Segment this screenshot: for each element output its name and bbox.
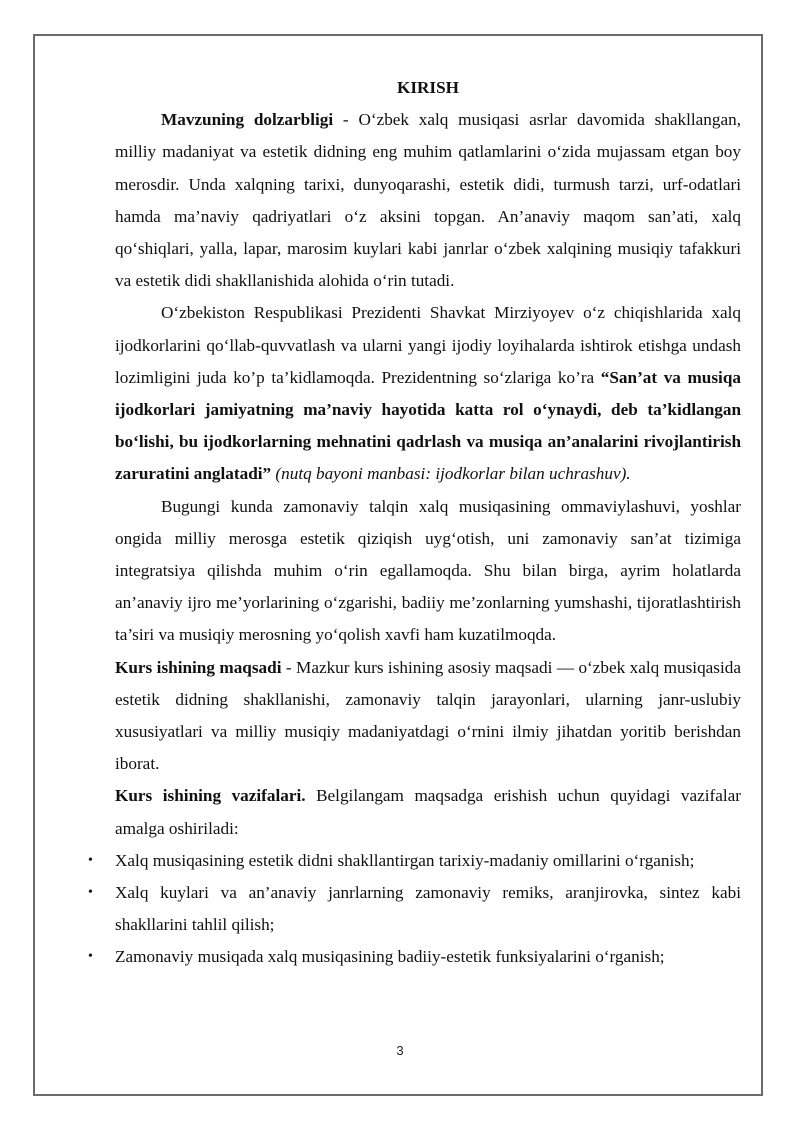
bullet-icon: • [88,852,93,868]
list-item [88,845,741,877]
page-number: 3 [396,1043,404,1058]
paragraph-modern-interpretation: Bugungi kunda zamonaviy talqin xalq musiqasining ommaviylashuvi, yoshlar ongida milliy merosga estetik qiziqish uyg‘otish, uni zamonaviy san’at tizimiga integratsiya qilishda muhim o‘rin egallamoqda. Shu bilan birga, ayrim holatlarda an’anaviy ijro me’yorlarining o‘zgarishi, badiiy me’zonlarning yumshashi, tijoratlashtirish ta’siri va musiqiy merosning yo‘qolish xavfi ham kuzatilmoqda. [115,496,741,645]
tasks-text: Belgilangam maqsadga erishish uchun quyidagi vazifalar amalga oshiriladi: [115,786,741,838]
bullet-icon: • [88,949,93,965]
tasks-heading: Kurs ishining vazifalari. [115,786,306,806]
bullet-icon: • [88,885,93,901]
quote-source: (nutq bayoni manbasi: ijodkorlar bilan uchrashuv). [271,464,631,484]
section-title: KIRISH [396,78,460,97]
list-item-text: Xalq kuylari va an’anaviy janrlarning zamonaviy remiks, aranjirovka, sintez kabi shakllarini tahlil qilish; [115,883,741,935]
relevance-text: - O‘zbek xalq musiqasi asrlar davomida shakllangan, milliy madaniyat va estetik didning eng muhim qatlamlarini o‘zida mujassam etgan boy merosdir. Unda xalqning tarixi, dunyoqarashi, estetik didi, turmush tarzi, urf-odatlari hamda ma’naviy qadriyatlari o‘z aksini topgan. An’anaviy maqom san’ati, xalq qo‘shiqlari, yalla, lapar, marosim kuylari kabi janrlar o‘zbek xalqining musiqiy tafakkuri va estetik didi shakllanishida alohida o‘rin tutadi. [115,110,741,291]
paragraph-president-quote [115,297,741,490]
list-item-text: Zamonaviy musiqada xalq musiqasining badiiy-estetik funksiyalarini o‘rganish; [115,947,665,967]
president-text: O‘zbekiston Respublikasi Prezidenti Shavkat Mirziyoyev o‘z chiqishlarida xalq ijodkorlarini qo‘llab-quvvatlash va ularni yangi ijodiy loyihalarda ishtirok etishga undash lozimligini juda ko’p ta’kidlamoqda. Prezidentning so‘zlariga ko’ra [115,303,741,387]
tasks-list [88,845,741,974]
paragraph-relevance [115,104,741,297]
list-item-text: Xalq musiqasining estetik didni shakllantirgan tarixiy-madaniy omillarini o‘rganish; [115,850,695,870]
goal-text: - Mazkur kurs ishining asosiy maqsadi — o‘zbek xalq musiqasida estetik didning shakllanishi, zamonaviy talqin jarayonlari, ularning janr-uslubiy xususiyatlari va milliy musiqiy madaniyatdagi o‘rnini ilmiy jihatdan yoritib berishdan iborat. [115,657,741,774]
list-item [88,941,741,973]
president-quote: “San’at va musiqa ijodkorlari jamiyatning ma’naviy hayotida katta rol o‘ynaydi, deb ta’kidlangan bo‘lishi, bu ijodkorlarning mehnatini qadrlash va musiqa an’analarini rivojlantirish zaruratini anglatadi” [115,367,741,484]
paragraph-goal [115,652,741,781]
document-body [88,72,741,974]
list-item [88,877,741,941]
relevance-heading: Mavzuning dolzarbligi [161,110,334,130]
goal-heading: Kurs ishining maqsadi [115,657,282,677]
paragraph-tasks [115,780,741,844]
